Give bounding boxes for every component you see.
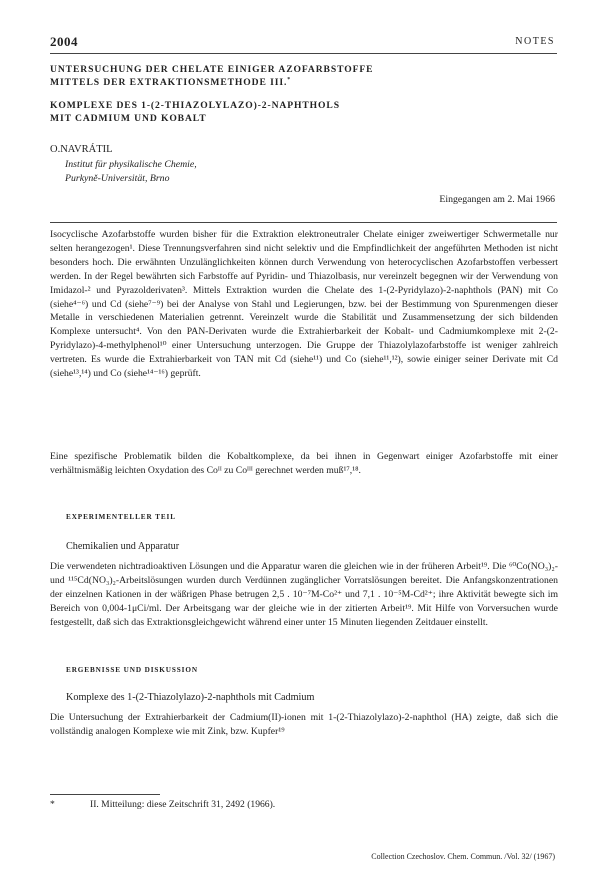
- title-line-4: MIT CADMIUM UND KOBALT: [50, 113, 207, 124]
- header-rule: [50, 53, 557, 54]
- section-label: NOTES: [515, 36, 555, 47]
- results-heading: ERGEBNISSE UND DISKUSSION: [66, 666, 198, 674]
- title-line-2-text: MITTELS DER EXTRAKTIONSMETHODE III.: [50, 77, 288, 88]
- footnote: [50, 799, 275, 810]
- intro-paragraph-2: Eine spezifische Problematik bilden die Kobaltkomplexe, da bei ihnen in Gegenwart einiger Azofarbstoffe mit einer verhältnismäßig leichten Oxydation des Coᴵᴵ zu Coᴵᴵᴵ gerechnet werden muß¹⁷,¹⁸.: [50, 451, 558, 476]
- footnote-mark: *: [50, 799, 55, 810]
- institution-line-2: Purkyně-Universität, Brno: [65, 173, 170, 184]
- journal-citation: Collection Czechoslov. Chem. Commun. /Vol. 32/ (1967): [371, 852, 555, 861]
- title-line-2: [50, 77, 291, 90]
- received-date: Eingegangen am 2. Mai 1966: [439, 194, 555, 205]
- cadmium-subheading: Komplexe des 1-(2-Thiazolylazo)-2-naphthols mit Cadmium: [66, 692, 315, 703]
- institution-line-1: Institut für physikalische Chemie,: [65, 159, 197, 170]
- footnote-rule: [50, 794, 160, 795]
- abstract-top-rule: [50, 222, 557, 223]
- experimental-paragraph: Die verwendeten nichtradioaktiven Lösungen und die Apparatur waren die gleichen wie in der früheren Arbeit¹⁹. Die ⁶⁰Co(NO₃)₂- und ¹¹⁵Cd(NO₃)₂-Arbeitslösungen wurden durch Verdünnen zugänglicher Vorratslösungen bereitet. Die Anfangskonzentrationen der einzelnen Kationen in der wäßrigen Phase betrugen 2,5 . 10⁻⁷M-Co²⁺ und 7,1 . 10⁻⁵M-Cd²⁺; ihre Aktivität bewegte sich im Bereich von 0,004-1μCi/ml. Der Arbeitsgang war der gleiche wie in der zitierten Arbeit¹⁹. Mit Hilfe von Vorversuchen wurde festgestellt, daß sich das Extraktionsgleichgewicht während einer unter 15 Minuten liegenden Zeitdauer einstellt.: [50, 561, 558, 628]
- experimental-heading: EXPERIMENTELLER TEIL: [66, 513, 176, 521]
- title-line-3: KOMPLEXE DES 1-(2-THIAZOLYLAZO)-2-NAPHTHOLS: [50, 100, 340, 111]
- footnote-text: II. Mitteilung: diese Zeitschrift 31, 2492 (1966).: [90, 799, 276, 810]
- intro-paragraph-1: Isocyclische Azofarbstoffe wurden bisher für die Extraktion elektroneutraler Chelate einiger zweiwertiger Schwermetalle nur selten herangezogen¹. Diese Trennungsverfahren sind nicht selektiv und die Empfindlichkeit der angeführten Methoden ist nicht besonders hoch. Die erwähnten Unzulänglichkeiten können durch Verwendung von heterocyclischen Azofarbstoffen verbessert werden. In der Regel bewährten sich Farbstoffe auf Pyridin- und Thiazolbasis, nur vereinzelt begegnen wir der Verwendung von Imidazol-² und Pyrazolderivaten³. Mittels Extraktion wurden die Chelate des 1-(2-Pyridylazo)-2-naphthols (PAN) mit Co (siehe⁴⁻⁶) und Cd (siehe⁷⁻⁹) bei der Analyse von Stahl und Legierungen, bzw. bei der Bestimmung von Spurenmengen dieser Metalle in verschiedenen Materialien getrennt. Vereinzelt wurde die Stabilität und Zusammensetzung der sich bildenden Komplexe untersucht⁴. Von den PAN-Derivaten wurde die Extrahierbarkeit der Kobalt- und Cadmiumkomplexe mit 2-(2-Pyridylazo)-4-methylphenol¹⁰ einer Untersuchung unterzogen. Die Gruppe der Thiazolylazofarbstoffe ist weniger zahlreich vertreten. Es wurde die Extrahierbarkeit von TAN mit Cd (siehe¹¹) und Co (siehe¹¹,¹²), sowie einiger seiner Derivate mit Cd (siehe¹³,¹⁴) und Co (siehe¹⁴⁻¹⁶) geprüft.: [50, 229, 558, 380]
- page-number: 2004: [50, 34, 78, 49]
- author: O.NAVRÁTIL: [50, 144, 113, 155]
- title-footnote-mark: *: [287, 76, 292, 83]
- title-line-1: UNTERSUCHUNG DER CHELATE EINIGER AZOFARBSTOFFE: [50, 64, 374, 75]
- results-paragraph: Die Untersuchung der Extrahierbarkeit der Cadmium(II)-ionen mit 1-(2-Thiazolylazo)-2-naphthol (HA) zeigte, daß sich die vollständig analogen Komplexe wie mit Zink, bzw. Kupfer¹⁹: [50, 712, 558, 737]
- chemicals-subheading: Chemikalien und Apparatur: [66, 541, 180, 552]
